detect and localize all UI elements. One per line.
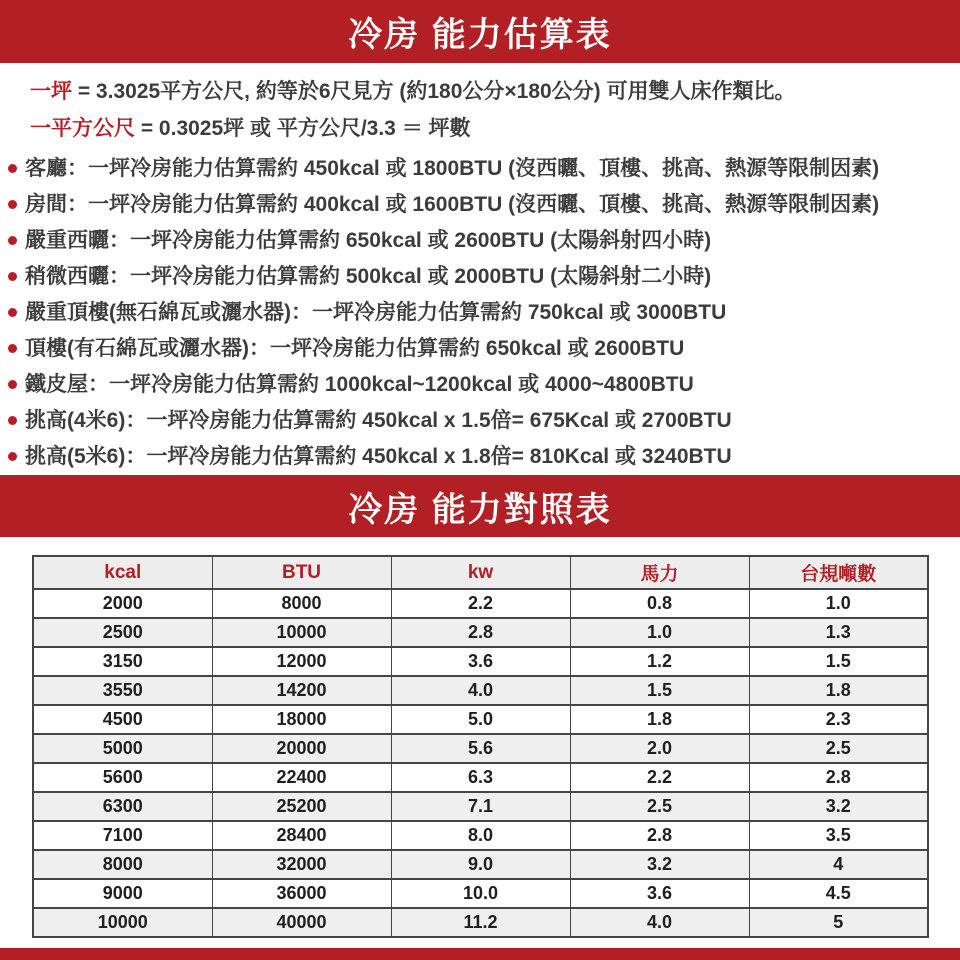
list-item	[8, 259, 960, 295]
table-cell: 22400	[212, 763, 391, 792]
table-cell: 1.5	[749, 647, 928, 676]
table-cell: 8.0	[391, 821, 570, 850]
list-item	[8, 403, 960, 439]
table-cell: 1.2	[570, 647, 749, 676]
table-cell: 4	[749, 850, 928, 879]
table-cell: 2.2	[391, 589, 570, 618]
table-cell: 3.2	[749, 792, 928, 821]
table-cell: 2.5	[749, 734, 928, 763]
table-cell: 3150	[33, 647, 212, 676]
table-cell: 0.8	[570, 589, 749, 618]
table-cell: 14200	[212, 676, 391, 705]
table-cell: 36000	[212, 879, 391, 908]
list-item-text: 鐵皮屋：一坪冷房能力估算需約 1000kcal~1200kcal 或 4000~4800BTU	[25, 373, 694, 396]
table-cell: 4.5	[749, 879, 928, 908]
table-row	[33, 908, 928, 937]
table-cell: 6.3	[391, 763, 570, 792]
table-cell: 28400	[212, 821, 391, 850]
table-body	[33, 589, 928, 937]
column-header-台規噸數: 台規噸數	[749, 556, 928, 589]
list-item-text: 房間：一坪冷房能力估算需約 400kcal 或 1600BTU (沒西曬、頂樓、挑高、熱源等限制因素)	[25, 193, 880, 216]
table-row	[33, 763, 928, 792]
intro-line	[30, 73, 960, 110]
comparison-banner	[0, 475, 960, 537]
table-cell: 10000	[33, 908, 212, 937]
bullet-icon	[8, 200, 17, 209]
table-cell: 1.3	[749, 618, 928, 647]
table-cell: 3.5	[749, 821, 928, 850]
table-cell: 18000	[212, 705, 391, 734]
table-cell: 2.8	[749, 763, 928, 792]
comparison-title: 冷房 能力對照表	[348, 490, 612, 529]
estimation-list	[0, 151, 960, 475]
table-cell: 12000	[212, 647, 391, 676]
list-item-text: 挑高(4米6)：一坪冷房能力估算需約 450kcal x 1.5倍= 675Kcal 或 2700BTU	[25, 409, 732, 432]
bullet-icon	[8, 308, 17, 317]
bullet-icon	[8, 452, 17, 461]
list-item-text: 客廳：一坪冷房能力估算需約 450kcal 或 1800BTU (沒西曬、頂樓、挑高、熱源等限制因素)	[25, 157, 880, 180]
table-cell: 25200	[212, 792, 391, 821]
column-header-kw: kw	[391, 556, 570, 589]
comparison-table	[32, 555, 929, 938]
table-cell: 8000	[212, 589, 391, 618]
table-cell: 2.8	[570, 821, 749, 850]
table-cell: 2.0	[570, 734, 749, 763]
bottom-red-bar	[0, 948, 960, 960]
table-row	[33, 705, 928, 734]
table-cell: 2.8	[391, 618, 570, 647]
table-cell: 9.0	[391, 850, 570, 879]
list-item	[8, 367, 960, 403]
table-cell: 10000	[212, 618, 391, 647]
bullet-icon	[8, 344, 17, 353]
table-cell: 3.6	[570, 879, 749, 908]
table-cell: 9000	[33, 879, 212, 908]
intro-term: 一坪	[30, 80, 72, 103]
table-cell: 3.2	[570, 850, 749, 879]
table-row	[33, 676, 928, 705]
table-row	[33, 850, 928, 879]
estimation-title: 冷房 能力估算表	[348, 16, 612, 54]
table-cell: 2.5	[570, 792, 749, 821]
table-row	[33, 734, 928, 763]
list-item-text: 嚴重頂樓(無石綿瓦或灑水器)：一坪冷房能力估算需約 750kcal 或 3000BTU	[25, 301, 727, 324]
intro-term: 一平方公尺	[30, 117, 135, 140]
table-cell: 5000	[33, 734, 212, 763]
table-cell: 32000	[212, 850, 391, 879]
list-item	[8, 187, 960, 223]
list-item	[8, 439, 960, 475]
list-item-text: 頂樓(有石綿瓦或灑水器)：一坪冷房能力估算需約 650kcal 或 2600BTU	[25, 337, 685, 360]
table-cell: 10.0	[391, 879, 570, 908]
table-cell: 8000	[33, 850, 212, 879]
column-header-馬力: 馬力	[570, 556, 749, 589]
column-header-kcal: kcal	[33, 556, 212, 589]
table-cell: 4.0	[391, 676, 570, 705]
list-item	[8, 295, 960, 331]
bullet-icon	[8, 164, 17, 173]
table-cell: 6300	[33, 792, 212, 821]
table-cell: 1.0	[570, 618, 749, 647]
estimation-banner	[0, 0, 960, 63]
table-cell: 4500	[33, 705, 212, 734]
list-item-text: 嚴重西曬：一坪冷房能力估算需約 650kcal 或 2600BTU (太陽斜射四小時)	[25, 229, 712, 252]
bullet-icon	[8, 272, 17, 281]
list-item	[8, 223, 960, 259]
comparison-table-wrap	[32, 555, 960, 938]
table-row	[33, 589, 928, 618]
bullet-icon	[8, 416, 17, 425]
table-cell: 7.1	[391, 792, 570, 821]
table-row	[33, 618, 928, 647]
table-cell: 2.2	[570, 763, 749, 792]
table-cell: 1.8	[570, 705, 749, 734]
intro-rest: = 3.3025平方公尺, 約等於6尺見方 (約180公分×180公分) 可用雙人床作類比。	[72, 80, 796, 103]
table-cell: 2000	[33, 589, 212, 618]
intro-rest: = 0.3025坪 或 平方公尺/3.3 ＝ 坪數	[135, 117, 471, 140]
table-header-row	[33, 556, 928, 589]
bullet-icon	[8, 380, 17, 389]
bullet-icon	[8, 236, 17, 245]
table-cell: 3550	[33, 676, 212, 705]
table-cell: 2.3	[749, 705, 928, 734]
list-item	[8, 151, 960, 187]
intro-notes	[0, 73, 960, 147]
table-cell: 1.8	[749, 676, 928, 705]
table-cell: 4.0	[570, 908, 749, 937]
table-cell: 40000	[212, 908, 391, 937]
table-cell: 5.6	[391, 734, 570, 763]
table-row	[33, 647, 928, 676]
table-cell: 5.0	[391, 705, 570, 734]
table-cell: 3.6	[391, 647, 570, 676]
table-row	[33, 792, 928, 821]
table-cell: 1.0	[749, 589, 928, 618]
column-header-BTU: BTU	[212, 556, 391, 589]
table-cell: 20000	[212, 734, 391, 763]
intro-line	[30, 110, 960, 147]
list-item-text: 稍微西曬：一坪冷房能力估算需約 500kcal 或 2000BTU (太陽斜射二小時)	[25, 265, 712, 288]
table-cell: 5600	[33, 763, 212, 792]
table-cell: 1.5	[570, 676, 749, 705]
table-cell: 11.2	[391, 908, 570, 937]
table-row	[33, 879, 928, 908]
table-cell: 7100	[33, 821, 212, 850]
table-cell: 2500	[33, 618, 212, 647]
list-item	[8, 331, 960, 367]
list-item-text: 挑高(5米6)：一坪冷房能力估算需約 450kcal x 1.8倍= 810Kcal 或 3240BTU	[25, 445, 732, 468]
table-row	[33, 821, 928, 850]
table-cell: 5	[749, 908, 928, 937]
